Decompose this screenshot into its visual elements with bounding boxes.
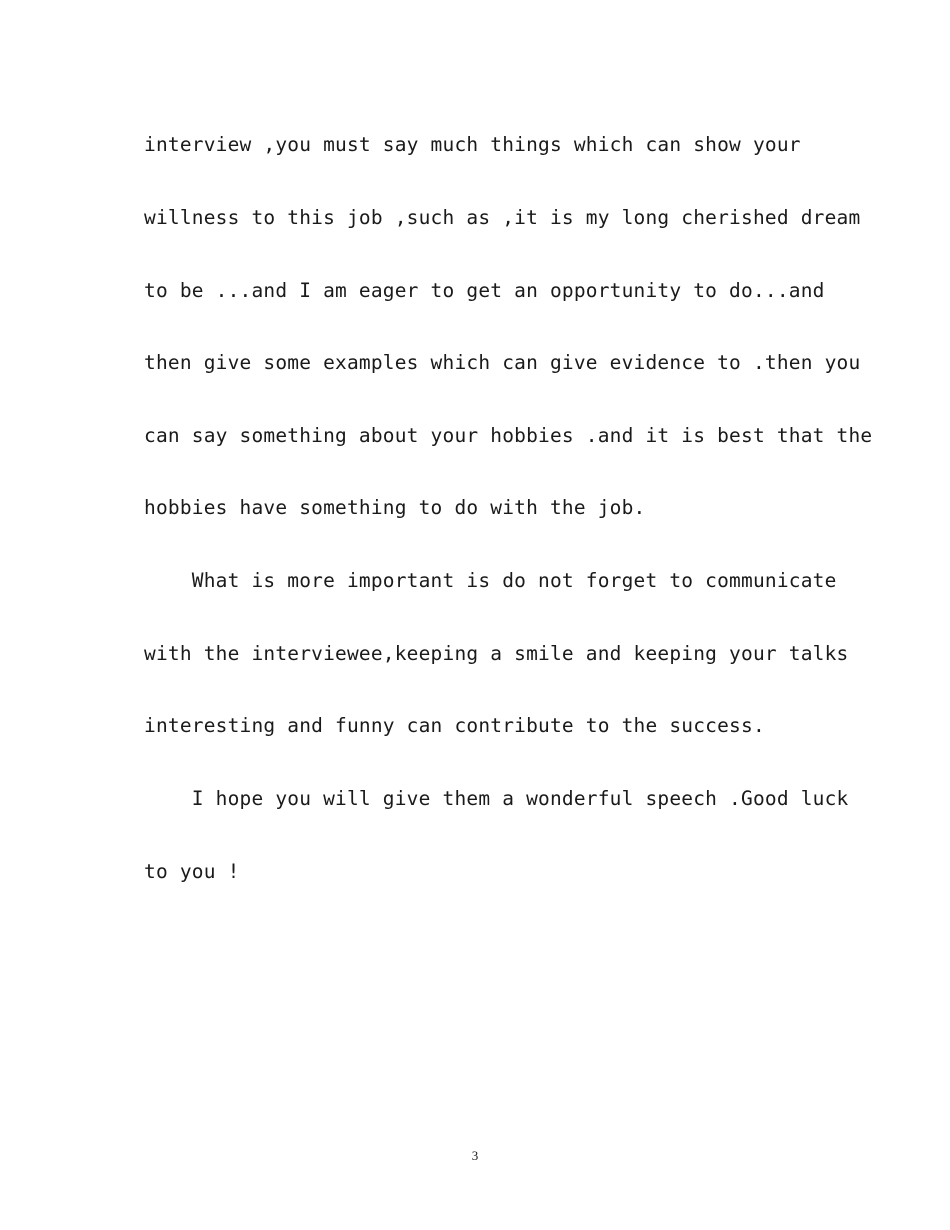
paragraph-start-line: What is more important is do not forget to communicate <box>144 569 837 592</box>
text-line: can say something about your hobbies .and it is best that the <box>144 424 873 447</box>
page-number: 3 <box>471 1148 479 1163</box>
text-line: to be ...and I am eager to get an opportunity to do...and <box>144 279 825 302</box>
text-line: interesting and funny can contribute to the success. <box>144 714 765 737</box>
text-line: to you ! <box>144 860 240 883</box>
text-line: with the interviewee,keeping a smile and keeping your talks <box>144 642 849 665</box>
text-line: interview ,you must say much things which can show your <box>144 133 801 156</box>
text-line: hobbies have something to do with the job. <box>144 496 646 519</box>
paragraph-start-line: I hope you will give them a wonderful speech .Good luck <box>144 787 849 810</box>
text-line: then give some examples which can give evidence to .then you <box>144 351 861 374</box>
text-line: willness to this job ,such as ,it is my long cherished dream <box>144 206 861 229</box>
